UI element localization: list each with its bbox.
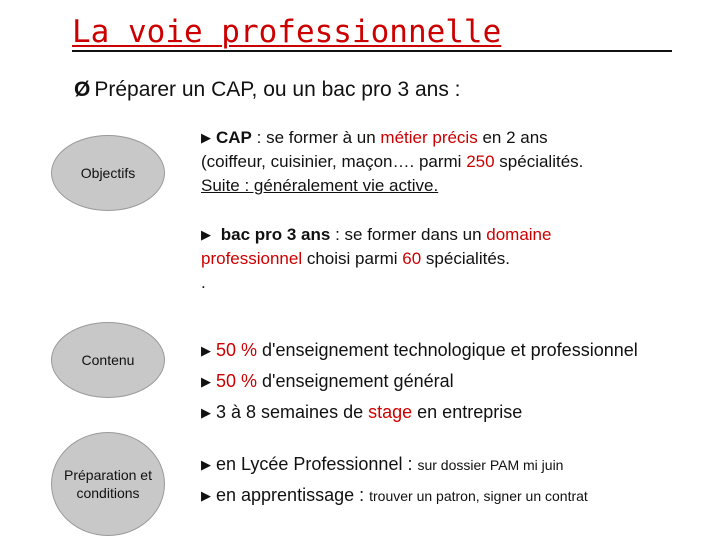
bac-label: bac pro 3 ans bbox=[220, 225, 331, 244]
triangle-bullet-icon: ▶ bbox=[201, 488, 211, 503]
list-item bbox=[201, 397, 638, 428]
list-item bbox=[201, 366, 638, 397]
list-item bbox=[201, 480, 588, 511]
bac-line-2 bbox=[201, 247, 551, 271]
title-underline bbox=[72, 50, 672, 52]
cap-description bbox=[201, 126, 583, 198]
cap-line-2 bbox=[201, 150, 583, 174]
triangle-bullet-icon: ▶ bbox=[201, 227, 211, 242]
list-item bbox=[201, 335, 638, 366]
preparation-list bbox=[201, 449, 588, 511]
cap-specialties-count: 250 bbox=[466, 152, 495, 171]
contenu-list bbox=[201, 335, 638, 428]
bac-text: : se former dans un bbox=[330, 225, 487, 244]
bac-highlight: domaine bbox=[486, 225, 552, 244]
triangle-bullet-icon: ▶ bbox=[201, 405, 211, 420]
list-item-text-end: en entreprise bbox=[412, 402, 523, 422]
contenu-label: Contenu bbox=[81, 352, 135, 368]
bac-description bbox=[201, 223, 551, 295]
list-item-text: en Lycée Professionnel : bbox=[216, 454, 418, 474]
cap-label: CAP bbox=[216, 128, 252, 147]
triangle-bullet-icon: ▶ bbox=[201, 457, 211, 472]
cap-text: : se former à un bbox=[251, 128, 381, 147]
subtitle bbox=[74, 78, 461, 102]
cap-highlight: métier précis bbox=[380, 128, 478, 147]
page-title: La voie professionnelle bbox=[72, 14, 502, 50]
percent-value: 50 % bbox=[216, 371, 258, 391]
preparation-oval bbox=[51, 432, 165, 536]
list-item bbox=[201, 449, 588, 480]
list-item-text: d'enseignement général bbox=[257, 371, 454, 391]
bac-text-2-end: spécialités. bbox=[421, 249, 511, 268]
arrow-bullet-icon: Ø bbox=[74, 78, 91, 101]
cap-examples-end: spécialités. bbox=[494, 152, 584, 171]
objectifs-oval bbox=[51, 135, 165, 211]
list-item-text: 3 à 8 semaines de bbox=[216, 402, 369, 422]
cap-line-1 bbox=[201, 126, 583, 150]
preparation-label: Préparation et conditions bbox=[64, 467, 152, 501]
bac-line-3: . bbox=[201, 273, 206, 292]
bac-highlight-2: professionnel bbox=[201, 249, 303, 268]
triangle-bullet-icon: ▶ bbox=[201, 130, 211, 145]
objectifs-label: Objectifs bbox=[80, 165, 136, 181]
list-item-detail: sur dossier PAM mi juin bbox=[417, 457, 564, 473]
list-item-text: en apprentissage : bbox=[216, 485, 370, 505]
triangle-bullet-icon: ▶ bbox=[201, 374, 211, 389]
stage-highlight: stage bbox=[368, 402, 413, 422]
list-item-detail: trouver un patron, signer un contrat bbox=[369, 488, 588, 504]
cap-line-3: Suite : généralement vie active. bbox=[201, 176, 439, 195]
subtitle-text: Préparer un CAP, ou un bac pro 3 ans : bbox=[94, 78, 461, 101]
cap-text-end: en 2 ans bbox=[477, 128, 548, 147]
percent-value: 50 % bbox=[216, 340, 258, 360]
contenu-oval bbox=[51, 322, 165, 398]
triangle-bullet-icon: ▶ bbox=[201, 343, 211, 358]
bac-specialties-count: 60 bbox=[402, 249, 422, 268]
bac-text-2: choisi parmi bbox=[302, 249, 403, 268]
bac-line-1 bbox=[201, 223, 551, 247]
cap-examples: (coiffeur, cuisinier, maçon…. parmi bbox=[201, 152, 467, 171]
list-item-text: d'enseignement technologique et professionnel bbox=[257, 340, 638, 360]
